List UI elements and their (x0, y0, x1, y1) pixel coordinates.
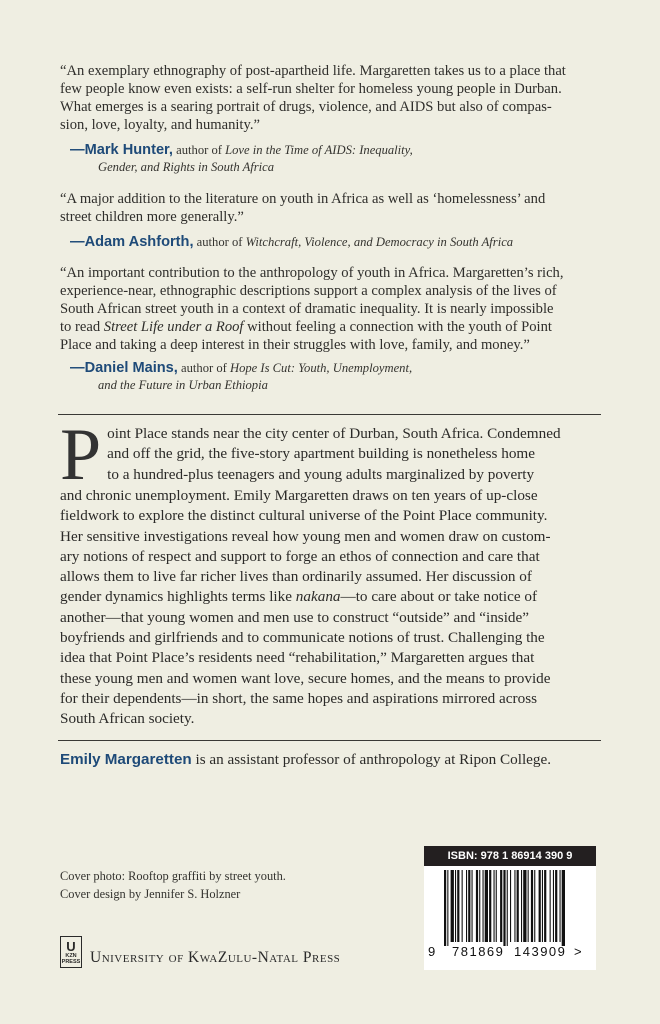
description-line: boyfriends and girlfriends and to communicate notions of trust. Challenging the (60, 629, 545, 647)
description-line: oint Place stands near the city center of Durban, South Africa. Condemned (107, 425, 561, 442)
barcode-stripe (550, 870, 551, 942)
divider-bottom (58, 740, 601, 741)
barcode-icon (424, 866, 596, 946)
description-line: another—that young women and men use to construct “outside” and “inside” (60, 608, 529, 626)
barcode-stripe (483, 870, 484, 942)
barcode-stripe (517, 870, 519, 942)
barcode-stripe (534, 870, 535, 942)
barcode-stripe (528, 870, 529, 942)
description-line: idea that Point Place’s residents need “rehabilitation,” Margaretten argues that (60, 649, 535, 667)
description-line: fieldwork to explore the distinct cultural universe of the Point Place community. (60, 507, 548, 525)
book-title: Witchcraft, Violence, and Democracy in South Africa (245, 235, 514, 249)
quote-2-attribution (70, 234, 600, 251)
barcode-stripe (503, 870, 505, 946)
barcode-stripe (560, 870, 561, 942)
book-title: Hope Is Cut: Youth, Unemployment, (229, 361, 413, 375)
description-line: gender dynamics highlights terms like nakana—to care about or take notice of (60, 588, 538, 606)
quote-1 (60, 62, 608, 134)
barcode-stripe (457, 870, 459, 942)
barcode-stripe (455, 870, 456, 942)
barcode-stripe (489, 870, 491, 942)
barcode-stripe (521, 870, 522, 942)
barcode-stripe (472, 870, 473, 942)
book-title: Gender, and Rights in South Africa (98, 160, 275, 174)
barcode-stripe (544, 870, 546, 942)
barcode-stripe (539, 870, 541, 942)
ean-right-group: 143909 (514, 944, 567, 959)
quote-3 (60, 264, 608, 354)
book-title: and the Future in Urban Ethiopia (98, 378, 268, 392)
author-of-label: author of (196, 235, 243, 249)
description-line: and off the grid, the five-story apartment building is nonetheless home (107, 445, 535, 463)
barcode-stripe (531, 870, 533, 942)
book-title: Love in the Time of AIDS: Inequality, (225, 143, 413, 157)
quote-3-attribution (70, 360, 600, 394)
isbn-label: ISBN: 978 1 86914 390 9 (424, 846, 596, 866)
barcode-stripe (494, 870, 495, 942)
author-bio (60, 750, 620, 770)
book-title: Street Life under a Roof (103, 319, 244, 335)
publisher-logo-icon: U KZN PRESS (60, 936, 82, 968)
description-line: ary notions of respect and support to forge an ethos of connection and care that (60, 547, 540, 565)
quote-line: “A major addition to the literature on youth in Africa as well as ‘homelessness’ and (60, 191, 546, 207)
quote-author: —Mark Hunter, (70, 142, 173, 158)
quote-author: —Adam Ashforth, (70, 234, 194, 250)
barcode-stripe (476, 870, 478, 942)
barcode-stripe (553, 870, 554, 942)
barcode-stripe (500, 870, 502, 942)
quote-line: to read Street Life under a Roof without feeling a connection with the youth of Point (60, 319, 552, 335)
quote-line: What emerges is a searing portrait of drugs, violence, and AIDS but also of compas- (60, 99, 552, 115)
cover-design-credit: Cover design by Jennifer S. Holzner (60, 887, 241, 901)
barcode-stripe (451, 870, 454, 942)
quote-2 (60, 190, 608, 226)
quote-line: South African street youth in a context of dramatic inequality. It is nearly impossible (60, 301, 554, 317)
barcode-stripe (447, 870, 448, 946)
barcode-stripe (514, 870, 515, 942)
barcode-stripe (542, 870, 543, 942)
barcode-stripe (507, 870, 508, 946)
barcode-stripe (462, 870, 463, 942)
description-line: to a hundred-plus teenagers and young adults marginalized by poverty (107, 465, 535, 483)
divider-top (58, 414, 601, 415)
author-bio-text: is an assistant professor of anthropology at Ripon College. (191, 751, 552, 768)
quote-line: few people know even exists: a self-run shelter for homeless young people in Durban. (60, 81, 562, 97)
quote-line: experience-near, ethnographic descriptions support a complex analysis of the lives of (60, 283, 557, 299)
quote-line: “An important contribution to the anthropology of youth in Africa. Margaretten’s rich, (60, 265, 564, 281)
barcode-stripe (555, 870, 557, 942)
barcode-stripe (466, 870, 467, 942)
barcode-stripe (562, 870, 565, 946)
quote-line: street children more generally.” (60, 209, 244, 225)
barcode-stripe (444, 870, 446, 946)
description-line: Her sensitive investigations reveal how young men and women draw on custom- (60, 527, 551, 545)
description-line: allows them to live far richer lives than ordinarily assumed. Her discussion of (60, 568, 532, 586)
description-line: for their dependents—in short, the same hopes and aspirations mirrored across (60, 689, 538, 707)
ean-left-group: 781869 (452, 944, 505, 959)
book-description (60, 414, 602, 730)
drop-cap: P (60, 414, 102, 496)
description-line: and chronic unemployment. Emily Margaretten draws on ten years of up-close (60, 487, 538, 504)
publisher (60, 934, 340, 968)
quote-1-attribution (70, 142, 600, 176)
barcode-stripe (479, 870, 480, 942)
barcode-stripe (496, 870, 497, 942)
quote-line: sion, love, loyalty, and humanity.” (60, 117, 260, 133)
author-name: Emily Margaretten (60, 751, 192, 768)
quote-line: Place and taking a deep interest in their struggles with love, family, and money.” (60, 337, 530, 353)
description-line: these young men and women want love, secure homes, and the means to provide (60, 669, 551, 687)
emphasized-term: nakana (295, 588, 341, 606)
barcode-stripe (510, 870, 511, 942)
cover-credits (60, 867, 286, 903)
author-of-label: author of (176, 143, 222, 157)
ean-first-digit: 9 (428, 944, 436, 959)
barcode-stripe (523, 870, 526, 942)
author-of-label: author of (181, 361, 227, 375)
barcode-stripe (468, 870, 470, 942)
ean-marker: > (574, 944, 582, 959)
description-line: South African society. (60, 710, 195, 728)
barcode-stripe (485, 870, 488, 942)
quote-author: —Daniel Mains, (70, 360, 178, 376)
cover-photo-credit: Cover photo: Rooftop graffiti by street youth. (60, 869, 286, 883)
quote-line: “An exemplary ethnography of post-apartheid life. Margaretten takes us to a place that (60, 63, 566, 79)
publisher-name: University of KwaZulu-Natal Press (90, 949, 341, 966)
barcode-block (424, 846, 596, 970)
